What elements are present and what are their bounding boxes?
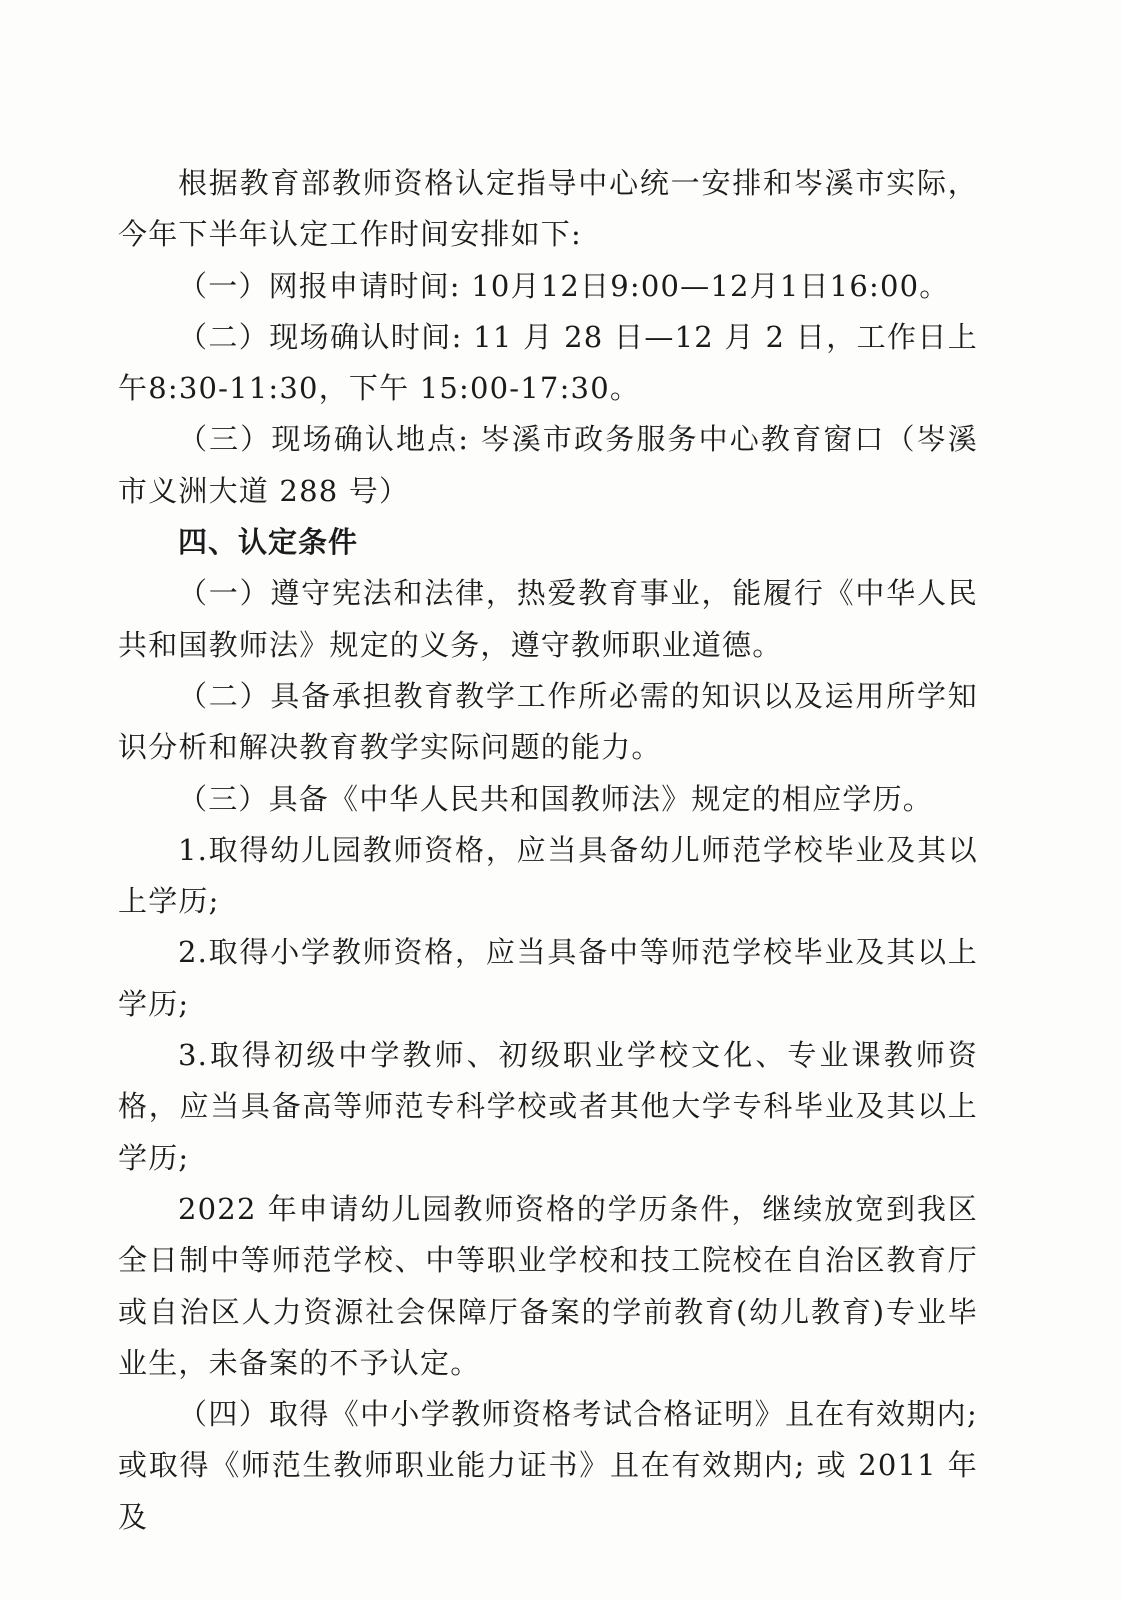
paragraph-onsite-confirmation-time: （二）现场确认时间: 11 月 28 日—12 月 2 日，工作日上午8:30-11:30，下午 15:00-17:30。 <box>118 319 978 406</box>
paragraph-education-junior-middle: 3.取得初级中学教师、初级职业学校文化、专业课教师资格，应当具备高等师范专科学校或者其他大学专科毕业及其以上学历; <box>118 1038 978 1175</box>
paragraph-condition-1: （一）遵守宪法和法律，热爱教育事业，能履行《中华人民共和国教师法》规定的义务，遵守教师职业道德。 <box>118 576 978 662</box>
document-body <box>118 158 978 1543</box>
paragraph-onsite-confirmation-location: （三）现场确认地点: 岑溪市政务服务中心教育窗口（岑溪市义洲大道 288 号） <box>118 422 978 508</box>
paragraph-education-primary: 2.取得小学教师资格，应当具备中等师范学校毕业及其以上学历; <box>118 935 978 1021</box>
section-heading-conditions: 四、认定条件 <box>178 525 359 560</box>
paragraph-online-application-time: （一）网报申请时间: 10月12日9:00—12月1日16:00。 <box>178 268 950 303</box>
paragraph-condition-2: （二）具备承担教育教学工作所必需的知识以及运用所学知识分析和解决教育教学实际问题的能力。 <box>118 678 978 765</box>
paragraph-intro: 根据教育部教师资格认定指导中心统一安排和岑溪市实际，今年下半年认定工作时间安排如下: <box>118 166 978 252</box>
paragraph-education-kindergarten: 1.取得幼儿园教师资格，应当具备幼儿师范学校毕业及其以上学历; <box>118 832 978 919</box>
paragraph-2022-note: 2022 年申请幼儿园教师资格的学历条件，继续放宽到我区全日制中等师范学校、中等职业学校和技工院校在自治区教育厅或自治区人力资源社会保障厅备案的学前教育(幼儿教育)专业毕业生，未备案的不予认定。 <box>118 1191 978 1380</box>
paragraph-condition-4: （四）取得《中小学教师资格考试合格证明》且在有效期内;或取得《师范生教师职业能力证书》且在有效期内; 或 2011 年及 <box>118 1397 978 1534</box>
paragraph-condition-3: （三）具备《中华人民共和国教师法》规定的相应学历。 <box>178 781 934 816</box>
